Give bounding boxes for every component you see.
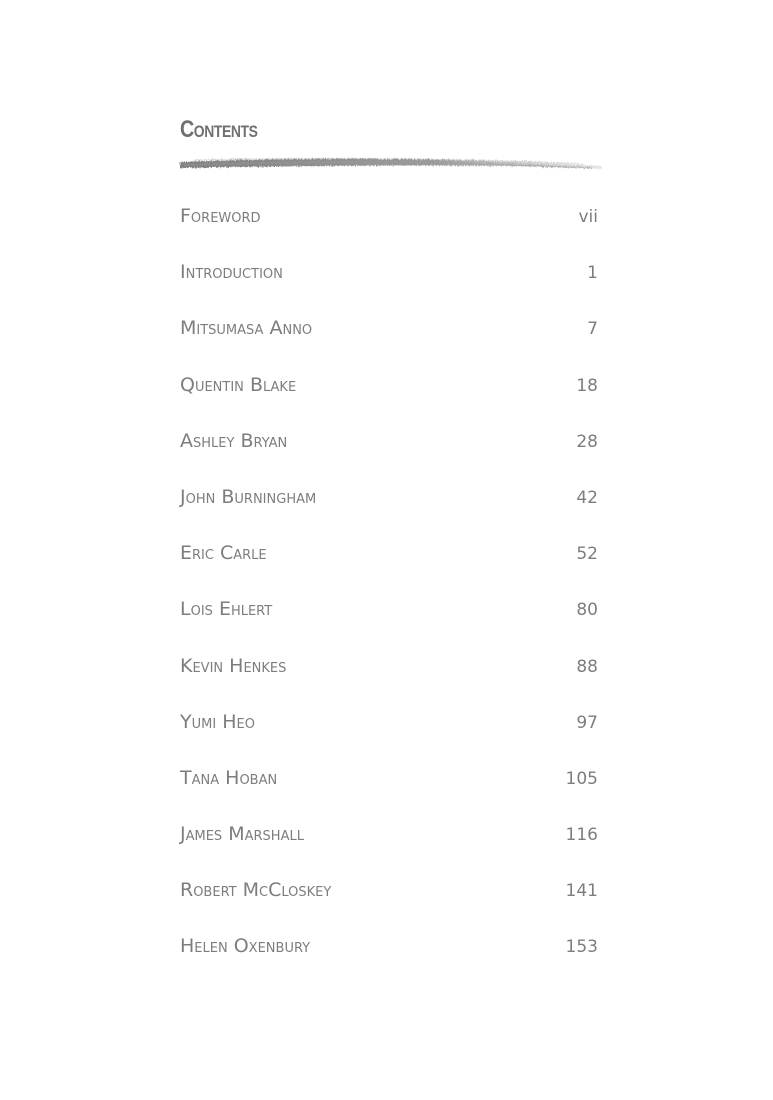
toc-entry-page: 28 [576,431,598,452]
toc-entry-page: 88 [576,656,598,677]
brush-stroke-divider [162,146,620,182]
toc-entry[interactable] [180,537,598,593]
toc-entry-title: Mitsumasa Anno [180,317,313,340]
toc-entry-title: Eric Carle [180,542,267,565]
toc-entry[interactable] [180,650,598,706]
toc-entry-page: 42 [576,487,598,508]
toc-entry-page: 97 [576,712,598,733]
toc-entry-page: 52 [576,544,598,565]
toc-entry-title: Foreword [180,205,261,227]
toc-entry-title: Helen Oxenbury [180,935,311,958]
toc-entry-page: 141 [565,881,598,902]
toc-entry-page: 1 [587,263,598,284]
toc-entry-title: Tana Hoban [180,766,278,789]
toc-entry-page: 80 [576,600,598,621]
toc-entry-page: 18 [576,375,598,396]
toc-entry[interactable] [180,312,598,368]
toc-entry-title: Robert McCloskey [180,879,332,902]
toc-entry-page: 105 [565,768,598,789]
toc-entry[interactable] [180,256,598,312]
toc-entry-title: Introduction [180,261,283,284]
toc-entry-page: 153 [565,937,598,958]
toc-entry-title: Kevin Henkes [180,654,287,677]
toc-entry[interactable] [180,706,598,762]
toc-entry-page: 116 [565,825,598,846]
toc-entry[interactable] [180,930,598,986]
toc-entry-title: Quentin Blake [180,373,297,396]
toc-entry[interactable] [180,481,598,537]
toc-entry[interactable] [180,425,598,481]
toc-entry-title: Ashley Bryan [180,429,288,452]
toc-entry-title: Lois Ehlert [180,598,273,621]
toc-entry-title: James Marshall [180,823,304,846]
toc-entry[interactable] [180,593,598,649]
table-of-contents [180,200,598,987]
toc-entry[interactable] [180,762,598,818]
toc-entry-page: vii [578,207,598,227]
contents-heading: Contents [180,116,258,143]
toc-entry[interactable] [180,818,598,874]
toc-entry-page: 7 [587,319,598,340]
toc-entry[interactable] [180,200,598,256]
toc-entry-title: John Burningham [180,485,317,508]
toc-entry-title: Yumi Heo [180,710,255,733]
toc-entry[interactable] [180,874,598,930]
toc-entry[interactable] [180,369,598,425]
